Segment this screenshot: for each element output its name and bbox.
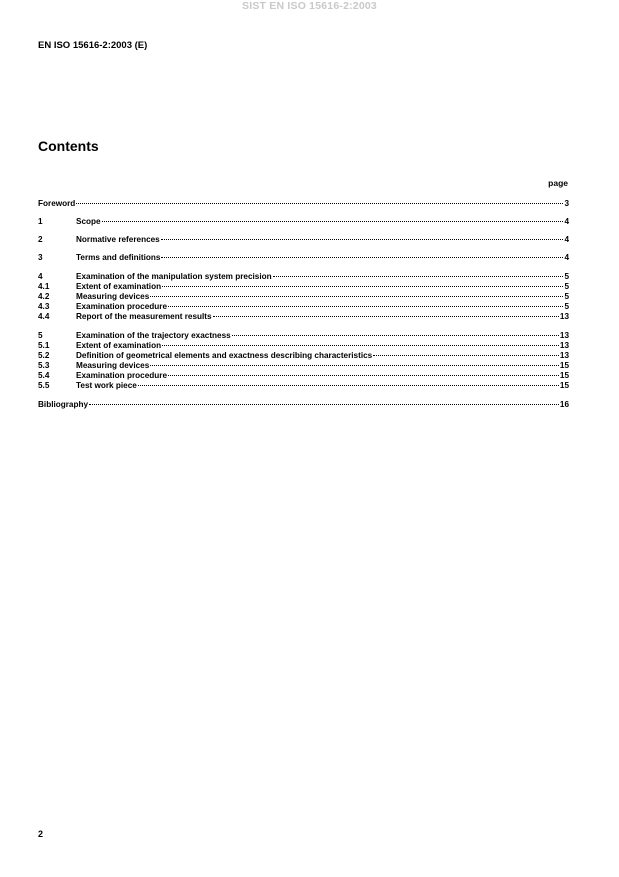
toc-dot-leader [76,195,563,206]
toc-entry-title: Extent of examination [76,282,162,291]
toc-entry-page: 15 [559,361,569,370]
toc-entry-page: 13 [559,351,569,360]
toc-dot-leader [213,308,559,319]
toc-entry-number: 5.5 [38,381,50,390]
toc-entry-page: 5 [564,272,569,281]
toc-entry[interactable] [38,249,569,260]
toc-entry-title: Examination procedure [76,371,167,380]
toc-entry-title: Definition of geometrical elements and exactness describing characteristics [76,351,373,360]
toc-entry-title: Measuring devices [76,292,150,301]
toc-dot-leader [89,396,559,407]
toc-entry-number: 4.4 [38,312,50,321]
toc-entry-page: 13 [559,341,569,350]
toc-entry-title: Foreword [38,199,76,208]
toc-entry-page: 5 [564,282,569,291]
toc-entry-page: 15 [559,381,569,390]
toc-entry[interactable] [38,308,569,319]
toc-dot-leader [138,377,559,388]
toc-entry-title: Scope [76,217,101,226]
toc-entry-number: 5 [38,331,43,340]
toc-entry-page: 13 [559,331,569,340]
toc-entry-title: Examination procedure [76,302,167,311]
toc-entry-page: 5 [564,292,569,301]
toc-entry-page: 5 [564,302,569,311]
contents-heading: Contents [38,138,99,154]
toc-entry-number: 1 [38,217,43,226]
toc-entry-number: 4.1 [38,282,50,291]
toc-entry-number: 3 [38,253,43,262]
toc-entry-page: 4 [564,217,569,226]
toc-entry-title: Extent of examination [76,341,162,350]
toc-entry-page: 4 [564,253,569,262]
toc-entry[interactable] [38,213,569,224]
toc-entry-title: Normative references [76,235,160,244]
toc-entry-number: 4.3 [38,302,50,311]
toc-entry-page: 13 [559,312,569,321]
toc-entry-number: 4 [38,272,43,281]
toc-entry[interactable] [38,231,569,242]
toc-entry-page: 16 [559,400,569,409]
toc-entry-title: Measuring devices [76,361,150,370]
toc-entry-number: 2 [38,235,43,244]
toc-entry-title: Terms and definitions [76,253,161,262]
document-identifier: EN ISO 15616-2:2003 (E) [38,40,148,51]
toc-entry-title: Examination of the trajectory exactness [76,331,231,340]
toc-entry-title: Report of the measurement results [76,312,212,321]
toc-entry-number: 4.2 [38,292,50,301]
page-number: 2 [38,829,44,839]
toc-entry[interactable] [38,396,569,407]
watermark: SIST EN ISO 15616-2:2003 [242,0,377,12]
toc-entry-title: Bibliography [38,400,89,409]
toc-dot-leader [161,231,564,242]
toc-entry-number: 5.3 [38,361,50,370]
toc-dot-leader [102,213,564,224]
toc-dot-leader [161,249,563,260]
toc-entry-page: 3 [564,199,569,208]
toc-entry-number: 5.2 [38,351,50,360]
page-column-label: page [548,178,568,188]
toc-entry-title: Examination of the manipulation system precision [76,272,272,281]
toc-entry-title: Test work piece [76,381,137,390]
toc-entry-number: 5.4 [38,371,50,380]
toc-entry-page: 4 [564,235,569,244]
toc-entry[interactable] [38,377,569,388]
toc-entry-page: 15 [559,371,569,380]
toc-entry[interactable] [38,195,569,206]
toc-entry-number: 5.1 [38,341,50,350]
